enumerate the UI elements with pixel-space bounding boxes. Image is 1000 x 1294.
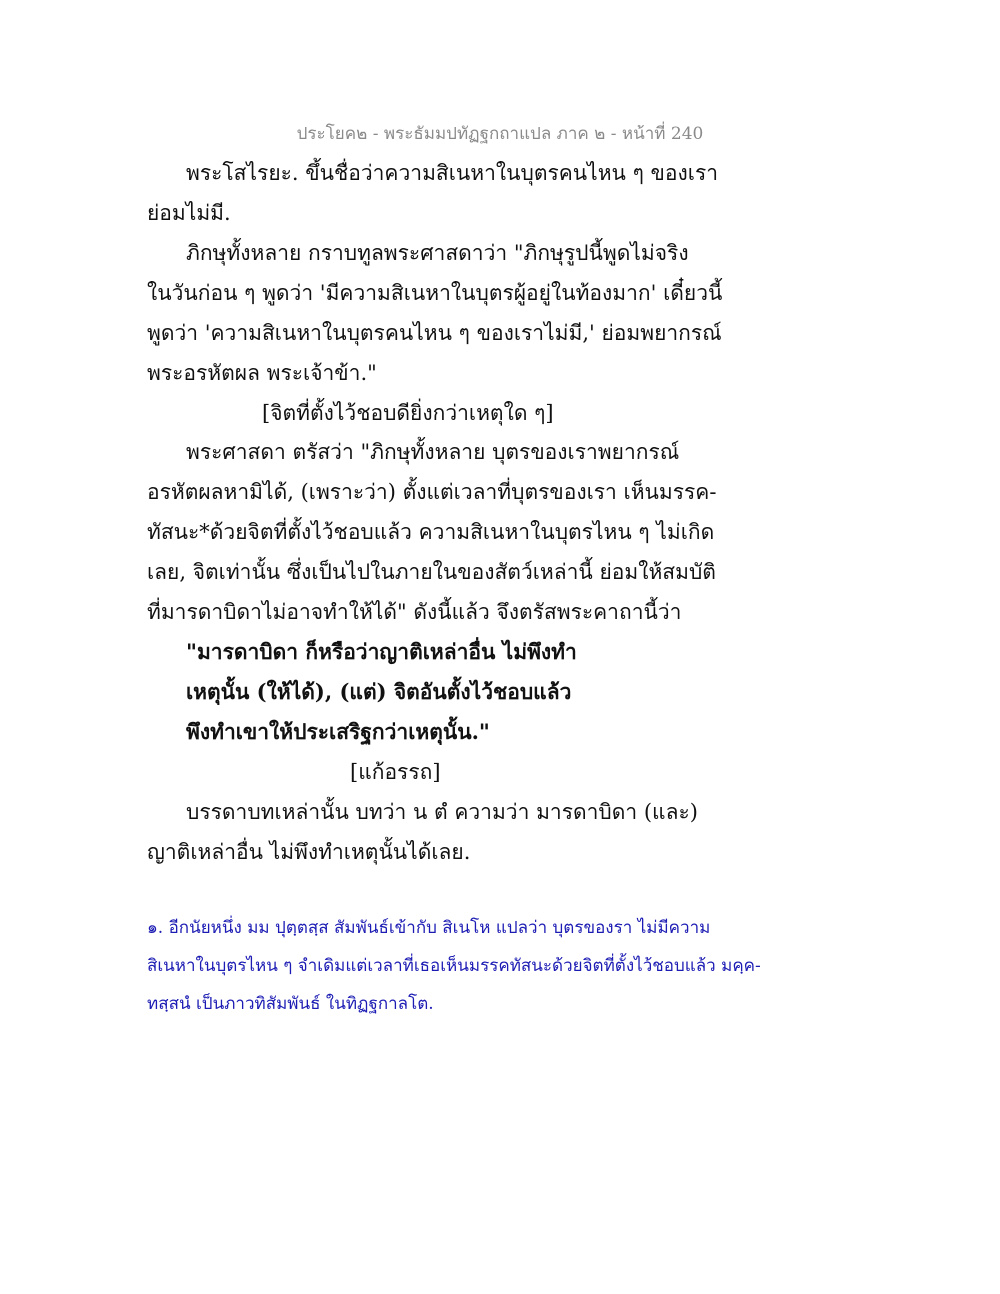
verse-line: "มารดาบิดา ก็หรือว่าญาติเหล่าอื่น ไม่พึงทำ <box>186 639 577 664</box>
body-line: พูดว่า 'ความสิเนหาในบุตรคนไหน ๆ ของเราไม่มี,' ย่อมพยากรณ์ <box>147 321 722 345</box>
body-line: ที่มารดาบิดาไม่อาจทำให้ได้" ดังนี้แล้ว จึงตรัสพระคาถานี้ว่า <box>147 600 682 624</box>
section-heading: [จิตที่ตั้งไว้ชอบดียิ่งกว่าเหตุใด ๆ] <box>262 401 554 425</box>
body-line: ย่อมไม่มี. <box>147 201 231 225</box>
footnote-line: สิเนหาในบุตรไหน ๆ จำเดิมแต่เวลาที่เธอเห็นมรรคทัสนะด้วยจิตที่ตั้งไว้ชอบแล้ว มคฺค- <box>147 956 761 976</box>
page-header: ประโยค๒ - พระธัมมปทัฏฐกถาแปล ภาค ๒ - หน้าที่ 240 <box>296 124 704 144</box>
body-line: ญาติเหล่าอื่น ไม่พึงทำเหตุนั้นได้เลย. <box>147 840 471 864</box>
body-line: บรรดาบทเหล่านั้น บทว่า น ตํ ความว่า มารดาบิดา (และ) <box>186 800 698 824</box>
verse-line: พึงทำเขาให้ประเสริฐกว่าเหตุนั้น." <box>186 719 490 744</box>
body-line: ภิกษุทั้งหลาย กราบทูลพระศาสดาว่า "ภิกษุรูปนี้พูดไม่จริง <box>186 241 689 265</box>
footnote-line: ๑. อีกนัยหนึ่ง มม ปุตฺตสฺส สัมพันธ์เข้ากับ สิเนโห แปลว่า บุตรของรา ไม่มีความ <box>147 918 711 938</box>
body-line: อรหัตผลหามิได้, (เพราะว่า) ตั้งแต่เวลาที่บุตรของเรา เห็นมรรค- <box>147 480 717 504</box>
body-line: ในวันก่อน ๆ พูดว่า 'มีความสิเนหาในบุตรผู้อยู่ในท้องมาก' เดี๋ยวนี้ <box>147 281 723 305</box>
verse-line: เหตุนั้น (ให้ได้), (แต่) จิตอันตั้งไว้ชอบแล้ว <box>186 679 572 704</box>
body-line: พระอรหัตผล พระเจ้าข้า." <box>147 361 377 385</box>
body-line: พระโสไรยะ. ขึ้นชื่อว่าความสิเนหาในบุตรคนไหน ๆ ของเรา <box>186 161 719 185</box>
footnote-line: ทสฺสนํ เป็นภาวทิสัมพันธ์ ในทิฏฐกาลโต. <box>147 994 434 1014</box>
section-heading: [แก้อรรถ] <box>350 760 441 784</box>
body-line: เลย, จิตเท่านั้น ซึ่งเป็นไปในภายในของสัตว์เหล่านี้ ย่อมให้สมบัติ <box>147 560 716 584</box>
body-line: ทัสนะ*ด้วยจิตที่ตั้งไว้ชอบแล้ว ความสิเนหาในบุตรไหน ๆ ไม่เกิด <box>147 520 715 544</box>
body-line: พระศาสดา ตรัสว่า "ภิกษุทั้งหลาย บุตรของเราพยากรณ์ <box>186 440 680 464</box>
